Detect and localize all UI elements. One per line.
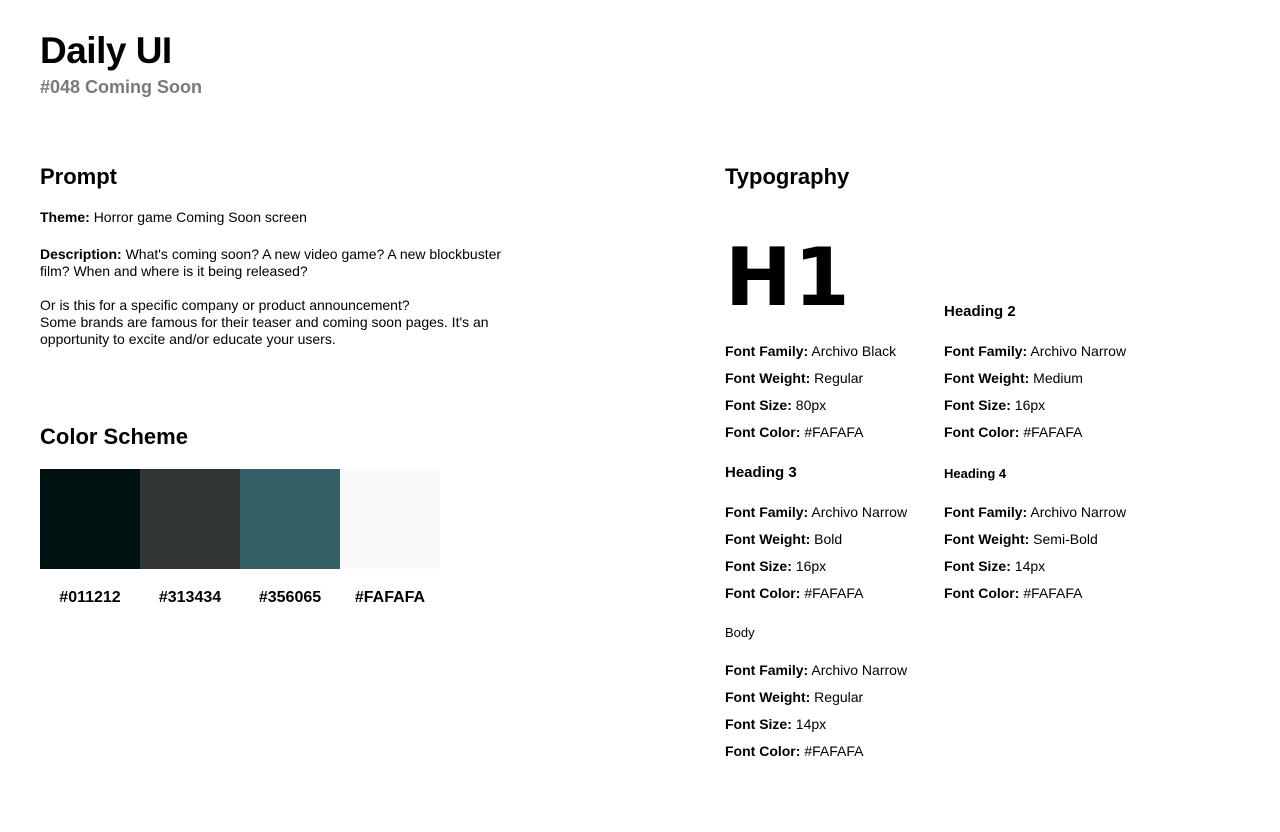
color-swatch [40, 469, 140, 607]
spec-weight [725, 684, 907, 711]
spec-label: Font Color: [725, 424, 801, 440]
spec-label: Font Family: [944, 504, 1028, 520]
prompt-extra: Or is this for a specific company or product announcement? Some brands are famous for their teaser and coming soon pages. It's an opportunity to excite and/or educate your users. [40, 297, 489, 347]
color-swatch [140, 469, 240, 607]
spec-label: Font Size: [725, 716, 792, 732]
spec-weight [725, 365, 896, 392]
spec-value: Archivo Narrow [811, 504, 908, 520]
swatch-hex-label: #356065 [258, 589, 322, 606]
spec-label: Font Family: [725, 343, 809, 359]
h1-sample: H1 [725, 231, 852, 324]
spec-weight [725, 526, 907, 553]
spec-label: Font Color: [725, 585, 801, 601]
theme-label: Theme: [40, 209, 90, 225]
spec-size [725, 711, 907, 738]
spec-label: Font Weight: [944, 531, 1030, 547]
swatch-box [340, 469, 440, 569]
typography-heading: Typography [725, 164, 850, 189]
swatch-box [140, 469, 240, 569]
swatch-hex-label: #FAFAFA [354, 589, 426, 606]
spec-value: Bold [814, 531, 843, 547]
color-swatch [240, 469, 340, 607]
h2-spec [944, 338, 1126, 446]
swatch-box [40, 469, 140, 569]
spec-value: #FAFAFA [804, 585, 864, 601]
description-value: What's coming soon? A new video game? A new blockbuster film? When and where is it being released? [40, 246, 502, 279]
spec-color [944, 419, 1126, 446]
spec-size [944, 392, 1126, 419]
spec-label: Font Size: [944, 558, 1011, 574]
spec-label: Font Color: [944, 585, 1020, 601]
theme-value: Horror game Coming Soon screen [93, 209, 307, 225]
h2-sample: Heading 2 [944, 303, 1016, 320]
spec-label: Font Weight: [725, 689, 811, 705]
spec-color [725, 419, 896, 446]
spec-value: #FAFAFA [1023, 424, 1083, 440]
h3-spec [725, 499, 907, 607]
spec-label: Font Weight: [725, 370, 811, 386]
spec-weight [944, 526, 1126, 553]
spec-label: Font Size: [725, 558, 792, 574]
prompt-theme [40, 209, 520, 226]
spec-value: #FAFAFA [1023, 585, 1083, 601]
spec-value: Semi-Bold [1033, 531, 1098, 547]
spec-value: Regular [814, 689, 864, 705]
h4-sample: Heading 4 [944, 466, 1007, 481]
h4-spec [944, 499, 1126, 607]
spec-size [944, 553, 1126, 580]
swatch-hex-label: #011212 [59, 589, 121, 606]
spec-value: 16px [1014, 397, 1046, 413]
spec-family [725, 338, 896, 365]
spec-label: Font Family: [725, 662, 809, 678]
description-label: Description: [40, 246, 122, 262]
spec-label: Font Family: [944, 343, 1028, 359]
spec-value: 14px [1014, 558, 1046, 574]
spec-label: Font Weight: [944, 370, 1030, 386]
spec-label: Font Family: [725, 504, 809, 520]
spec-value: Archivo Narrow [811, 662, 908, 678]
spec-family [725, 499, 907, 526]
spec-family [725, 657, 907, 684]
color-swatches [40, 469, 440, 607]
spec-value: Archivo Narrow [1030, 504, 1127, 520]
spec-label: Font Size: [725, 397, 792, 413]
spec-size [725, 392, 896, 419]
spec-value: #FAFAFA [804, 424, 864, 440]
spec-value: Medium [1033, 370, 1083, 386]
spec-value: Archivo Narrow [1030, 343, 1127, 359]
spec-label: Font Size: [944, 397, 1011, 413]
h1-spec [725, 338, 896, 446]
spec-color [725, 580, 907, 607]
h3-sample: Heading 3 [725, 464, 797, 481]
spec-family [944, 499, 1126, 526]
color-scheme-heading: Color Scheme [40, 424, 188, 449]
body-spec [725, 657, 907, 765]
swatch-box [240, 469, 340, 569]
spec-color [944, 580, 1126, 607]
spec-family [944, 338, 1126, 365]
spec-value: 16px [795, 558, 827, 574]
spec-color [725, 738, 907, 765]
spec-value: #FAFAFA [804, 743, 864, 759]
spec-label: Font Color: [944, 424, 1020, 440]
color-swatch [340, 469, 440, 607]
spec-value: 14px [795, 716, 827, 732]
body-sample: Body [725, 625, 755, 640]
prompt-heading: Prompt [40, 164, 117, 189]
spec-value: 80px [795, 397, 827, 413]
spec-value: Archivo Black [811, 343, 897, 359]
spec-weight [944, 365, 1126, 392]
page-title: Daily UI [40, 30, 172, 71]
swatch-hex-label: #313434 [158, 589, 222, 606]
spec-value: Regular [814, 370, 864, 386]
page-subtitle: #048 Coming Soon [40, 77, 203, 97]
spec-label: Font Color: [725, 743, 801, 759]
spec-label: Font Weight: [725, 531, 811, 547]
spec-size [725, 553, 907, 580]
prompt-description [40, 246, 520, 280]
